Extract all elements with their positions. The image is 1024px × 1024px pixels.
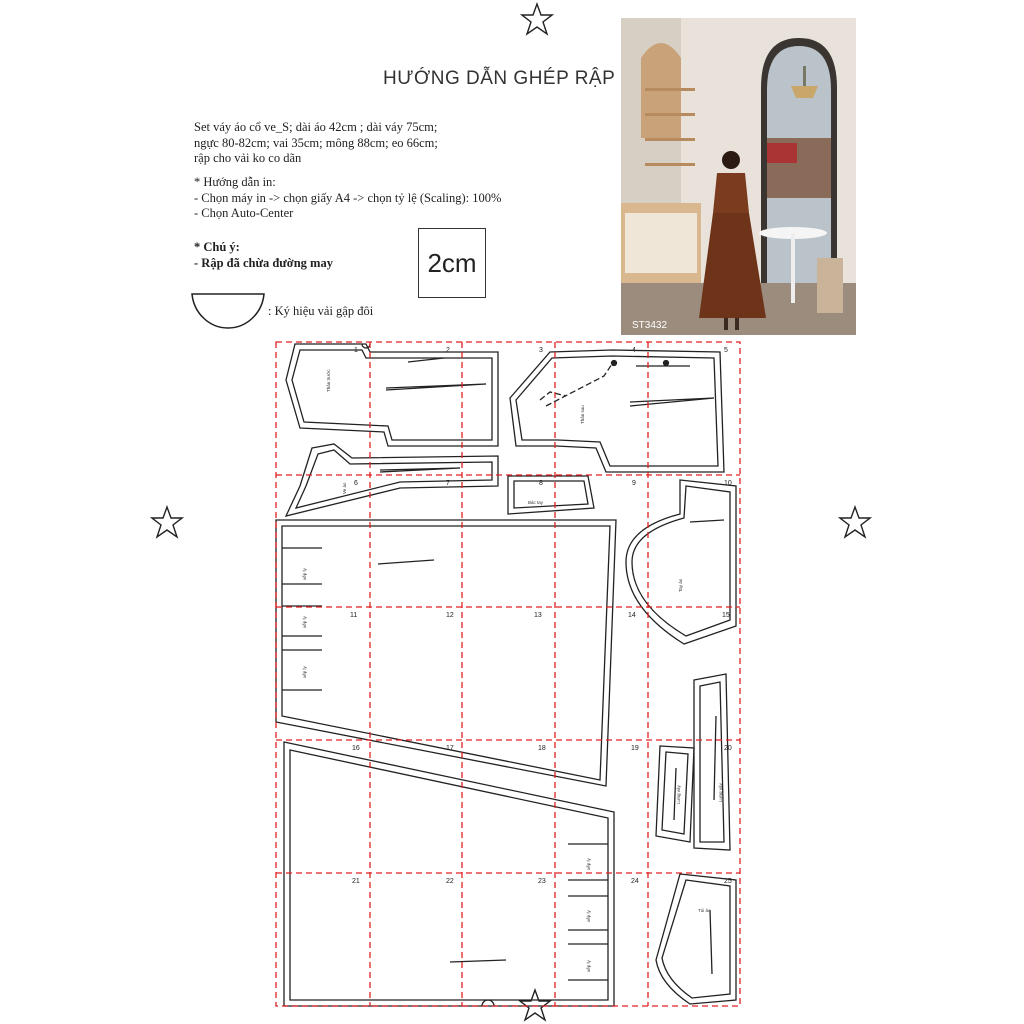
tile-number: 9 [632,480,636,487]
pattern-piece-cuff [508,476,594,514]
tile-number: 10 [724,480,732,487]
tile-number: 7 [446,480,450,487]
pattern-piece-sleeve [626,480,736,644]
back-label: Thân sau [580,405,585,424]
tile-number: 12 [446,612,454,619]
tile-number: 6 [354,480,358,487]
note-line: * Chú ý: [194,240,240,254]
page-title: HƯỚNG DẪN GHÉP RẬP [383,68,616,89]
guide-line: - Chọn máy in -> chọn giấy A4 -> chọn tỷ lệ (Scaling): 100% [194,190,502,205]
tile-number: 24 [631,878,639,885]
spec-line: Set váy áo cổ ve_S; dài áo 42cm ; dài váy 75cm; [194,120,438,134]
pattern-piece-skirt-back [284,742,614,1006]
waistband-label: Lưng váy [676,785,681,804]
spec-line: ngực 80-82cm; vai 35cm; mông 88cm; eo 66cm; [194,135,438,150]
tile-number: 8 [539,480,543,487]
pleat-label: xếp ly [586,960,591,972]
cuff-label: Bác tay [528,500,544,505]
front-label: Thân trước [326,369,331,392]
collar-label: Ve áo [342,482,347,494]
product-code: ST3432 [632,320,668,331]
sleeve-label: Tay áo [678,578,683,592]
tile-number: 11 [350,612,358,619]
tile-number: 4 [632,347,636,354]
tile-number: 3 [539,347,543,354]
note-line: - Rập đã chừa đường may [194,256,333,270]
pleat-label: xếp ly [302,666,307,678]
fold-legend-label: : Ký hiệu vải gập đôi [268,304,374,318]
tile-number: 2 [446,347,450,354]
scale-reference-box: 2cm [418,228,486,298]
tile-number: 23 [538,878,546,885]
tile-number: 15 [722,612,730,619]
tile-number: 1 [354,347,358,354]
pocket-label: Túi áo [698,908,711,913]
tile-number: 19 [631,745,639,752]
tile-number: 22 [446,878,454,885]
tile-number: 18 [538,745,546,752]
tile-number: 21 [352,878,360,885]
tile-number: 16 [352,745,360,752]
pattern-piece-front [286,344,498,446]
waistband-label: Lưng váy [718,783,723,802]
pleat-label: xếp ly [586,910,591,922]
guide-line: * Hướng dẫn in: [194,175,276,189]
pattern-piece-back [510,350,724,472]
tile-number: 5 [724,347,728,354]
pleat-label: xếp ly [586,858,591,870]
tile-number: 17 [446,745,454,752]
pleat-label: xếp ly [302,616,307,628]
tile-number: 20 [724,745,732,752]
pleat-label: xếp ly [302,568,307,580]
tile-number: 14 [628,612,636,619]
tile-number: 25 [724,878,732,885]
guide-line: - Chọn Auto-Center [194,206,294,220]
tile-number: 13 [534,612,542,619]
spec-line: rập cho vải ko co dãn [194,151,302,165]
